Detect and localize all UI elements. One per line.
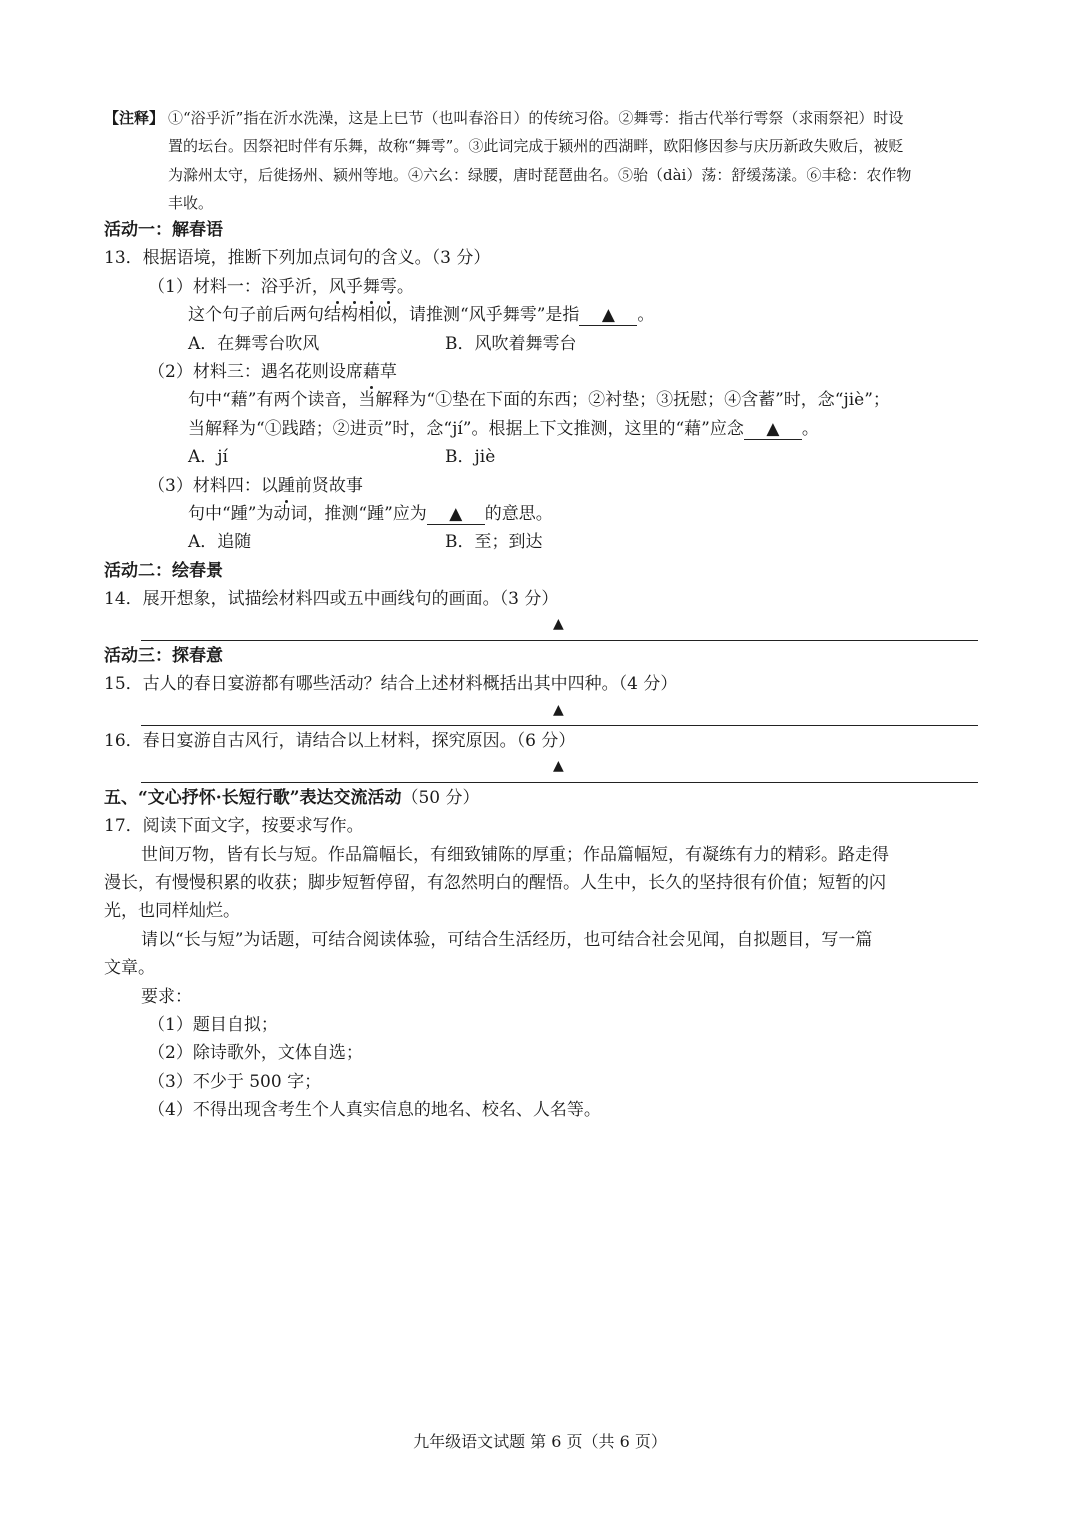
annotation-line: 为滁州太守，后徙扬州、颍州等地。④六幺：绿腰，唐时琵琶曲名。⑤骀（dài）荡：舒缓荡漾。⑥丰稔：农作物	[168, 165, 912, 184]
dotted-char: 舞	[363, 273, 380, 301]
passage-line: 世间万物，皆有长与短。作品篇幅长，有细致铺陈的厚重；作品篇幅短，有凝练有力的精彩。路走得	[141, 844, 889, 865]
answer-line	[104, 613, 978, 641]
q13-item2-prompt: 句中“藉”有两个读音，当解释为“①垫在下面的东西；②衬垫；③抚慰；④含蓄”时，念“jiè”；	[188, 390, 890, 411]
option-b: B．至；到达	[445, 532, 543, 553]
answer-line	[104, 755, 978, 783]
task-line: 请以“长与短”为话题，可结合阅读体验，可结合生活经历，也可结合社会见闻，自拟题目，写一篇	[141, 929, 873, 950]
q13-item1-prompt: 这个句子前后两句结构相似，请推测“风乎舞雩”是指 ▲ 。	[188, 305, 655, 326]
q13-item3: （3）材料四：以踵前贤故事	[104, 472, 978, 500]
dotted-char: 藉	[363, 358, 380, 386]
task-line: 文章。	[104, 958, 155, 979]
answer-blank: ▲	[744, 419, 802, 440]
annotation-line: ①“浴乎沂”指在沂水洗澡，这是上巳节（也叫春浴日）的传统习俗。②舞雩：指古代举行雩祭（求雨祭祀）时设	[168, 109, 904, 127]
q13-item1: （1）材料一：浴乎沂，风乎舞雩。	[104, 273, 978, 301]
answer-line	[104, 699, 978, 727]
dotted-char: 踵	[278, 472, 295, 500]
triangle-icon: ▲	[553, 758, 564, 775]
q16-stem: 16．春日宴游自古风行，请结合以上材料，探究原因。（6 分）	[104, 731, 576, 752]
annotation-block	[104, 104, 978, 218]
answer-blank: ▲	[579, 305, 637, 326]
requirement-item: （3）不少于 500 字；	[148, 1071, 322, 1092]
requirements-label: 要求：	[141, 986, 192, 1007]
q13-item2: （2）材料三：遇名花则设席藉草	[104, 358, 978, 386]
dotted-phrase	[329, 277, 397, 297]
activity3-heading: 活动三：探春意	[104, 645, 223, 666]
q13-item3-prompt: 句中“踵”为动词，推测“踵”应为 ▲ 的意思。	[188, 503, 553, 524]
dotted-char: 雩	[380, 273, 397, 301]
passage-line: 光，也同样灿烂。	[104, 901, 240, 922]
option-a: A．jí	[188, 447, 228, 468]
annotation-line: 置的坛台。因祭祀时伴有乐舞，故称“舞雩”。③此词完成于颍州的西湖畔，欧阳修因参与庆历新政失败后，被贬	[168, 137, 904, 156]
q17-stem: 17．阅读下面文字，按要求写作。	[104, 816, 364, 837]
dotted-char: 乎	[346, 273, 363, 301]
q13-stem: 13．根据语境，推断下列加点词句的含义。（3 分）	[104, 248, 491, 269]
dotted-char: 风	[329, 273, 346, 301]
annotation-line: 丰收。	[168, 194, 214, 213]
q13-item1-options	[104, 330, 978, 358]
requirement-item: （1）题目自拟；	[148, 1014, 278, 1035]
answer-blank: ▲	[427, 504, 485, 525]
requirement-item: （2）除诗歌外，文体自选；	[148, 1043, 363, 1064]
annotation-body	[168, 104, 978, 132]
q13-item2-prompt-cont: 当解释为“①践踏；②进贡”时，念“jí”。根据上下文推测，这里的“藉”应念 ▲ 。	[188, 418, 819, 439]
activity2-heading: 活动二：绘春景	[104, 560, 223, 581]
requirement-item: （4）不得出现含考生个人真实信息的地名、校名、人名等。	[148, 1100, 601, 1121]
q13-item2-options	[104, 443, 978, 471]
q15-stem: 15．古人的春日宴游都有哪些活动？结合上述材料概括出其中四种。（4 分）	[104, 674, 678, 695]
q13-item3-options	[104, 528, 978, 556]
option-a: A．追随	[188, 532, 252, 553]
option-b: B．jiè	[445, 447, 496, 468]
passage-line: 漫长，有慢慢积累的收获；脚步短暂停留，有忽然明白的醒悟。人生中，长久的坚持很有价值；短暂的闪	[104, 872, 886, 893]
page-footer: 九年级语文试题 第 6 页（共 6 页）	[413, 1432, 667, 1451]
q14-stem: 14．展开想象，试描绘材料四或五中画线句的画面。（3 分）	[104, 589, 559, 610]
option-b: B．风吹着舞雩台	[445, 333, 577, 354]
activity1-heading: 活动一：解春语	[104, 220, 223, 240]
triangle-icon: ▲	[553, 616, 564, 633]
triangle-icon: ▲	[553, 701, 564, 718]
question-content	[104, 216, 978, 1125]
section5-heading: 五、“文心抒怀·长短行歌”表达交流活动（50 分）	[104, 787, 480, 808]
option-a: A．在舞雩台吹风	[188, 333, 320, 354]
annotation-tag: 【注释】	[104, 109, 165, 127]
